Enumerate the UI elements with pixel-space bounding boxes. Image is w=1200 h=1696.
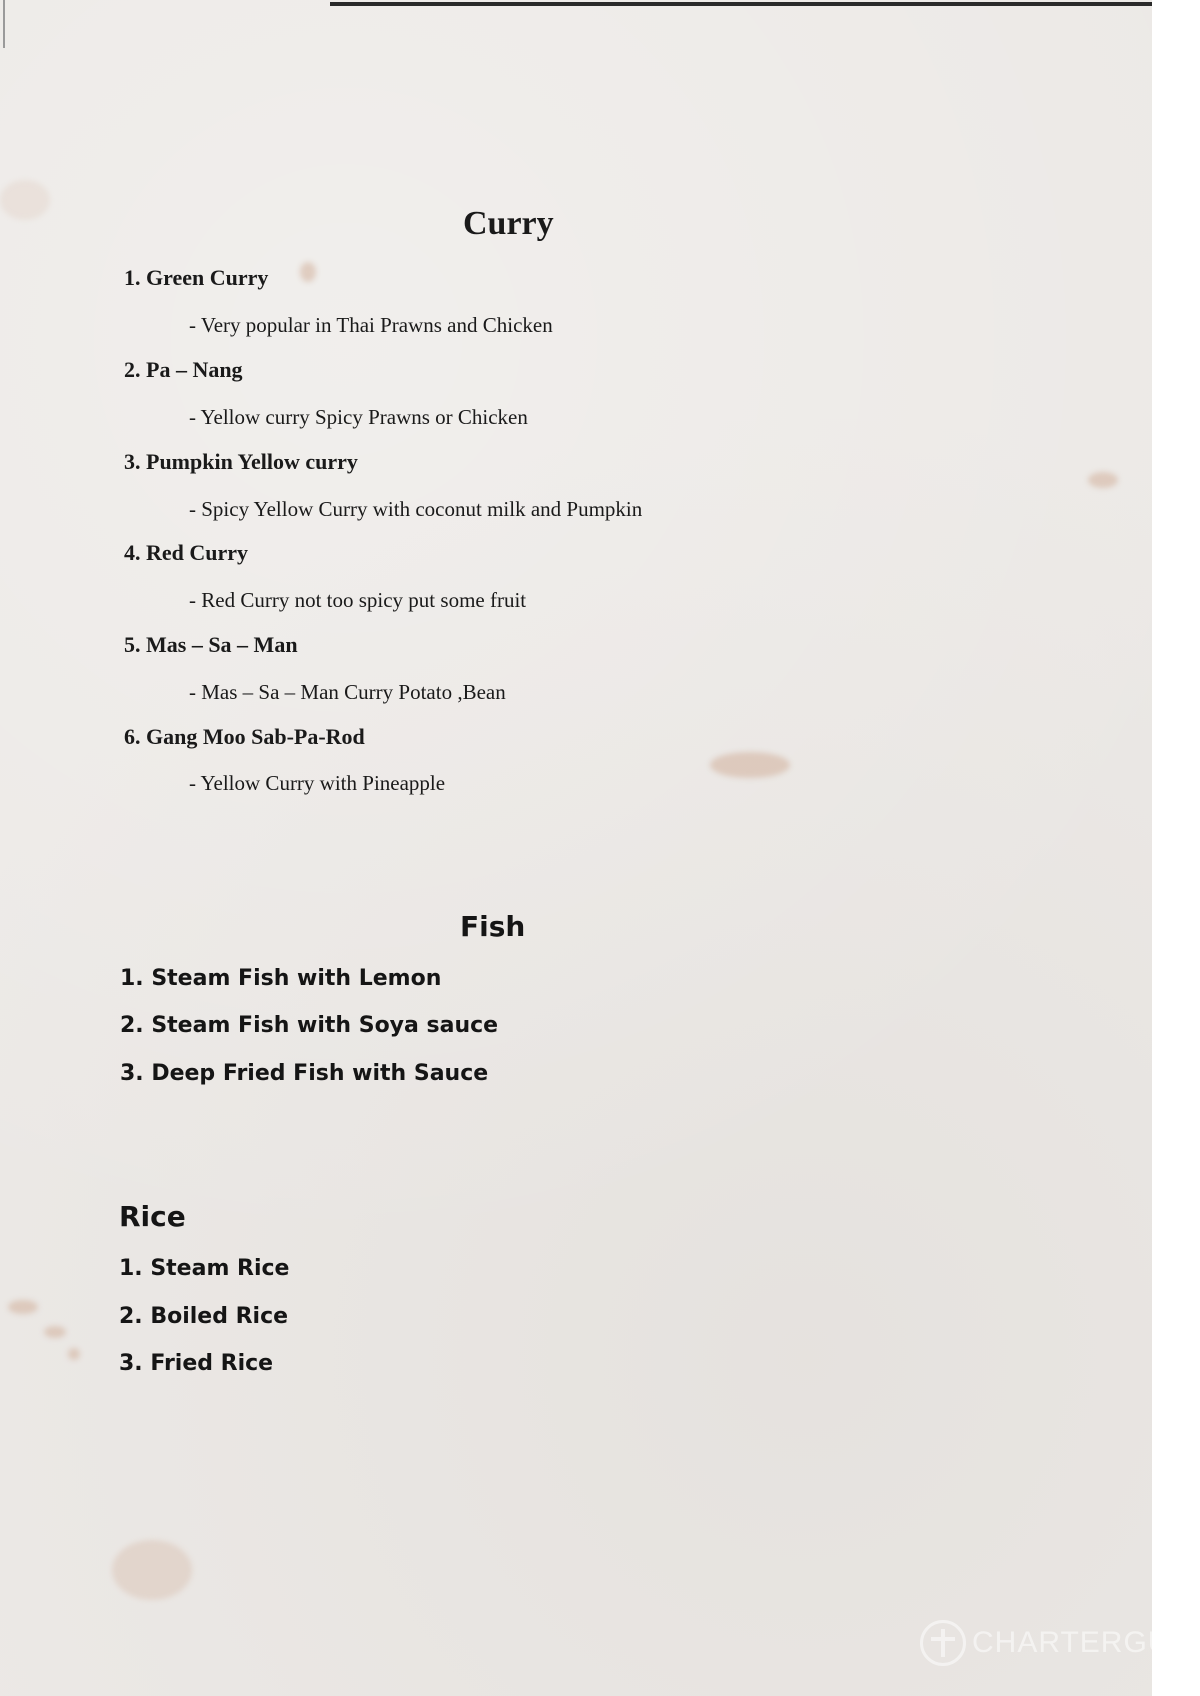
curry-item-description: - Mas – Sa – Man Curry Potato ,Bean [189,680,506,704]
watermark-text: CHARTERGU [972,1626,1171,1659]
paper-stain [0,180,50,220]
fish-item: 1. Steam Fish with Lemon [120,966,442,991]
curry-heading: Curry [463,205,554,242]
fish-item: 3. Deep Fried Fish with Sauce [120,1061,489,1086]
curry-item-description: - Red Curry not too spicy put some fruit [189,588,527,612]
paper-stain [300,262,316,282]
curry-item-description: - Very popular in Thai Prawns and Chicken [189,313,553,337]
paper-stain [1088,472,1118,488]
scan-top-edge [330,2,1152,6]
rice-item: 2. Boiled Rice [119,1304,289,1329]
curry-item-name: 2. Pa – Nang [124,357,243,382]
paper-stain [710,752,790,778]
rice-item: 1. Steam Rice [119,1256,290,1281]
fish-heading: Fish [460,910,526,943]
paper-stain [68,1348,80,1360]
curry-item-name: 6. Gang Moo Sab-Pa-Rod [124,724,365,749]
curry-item-name: 5. Mas – Sa – Man [124,632,298,657]
curry-item-name: 3. Pumpkin Yellow curry [124,449,358,474]
curry-item-description: - Yellow Curry with Pineapple [189,771,446,795]
paper-stain [8,1300,38,1314]
paper-stain [112,1540,192,1600]
scan-left-edge [3,0,5,48]
paper-stain [44,1326,66,1338]
curry-item-description: - Spicy Yellow Curry with coconut milk and Pumpkin [189,497,643,521]
rice-item: 3. Fried Rice [119,1351,274,1376]
curry-item-name: 4. Red Curry [124,540,249,565]
curry-item-description: - Yellow curry Spicy Prawns or Chicken [189,405,528,429]
watermark [920,1620,1170,1666]
curry-item-name: 1. Green Curry [124,265,269,290]
rice-heading: Rice [119,1200,186,1233]
fish-item: 2. Steam Fish with Soya sauce [120,1013,499,1038]
ships-wheel-icon [920,1620,966,1666]
